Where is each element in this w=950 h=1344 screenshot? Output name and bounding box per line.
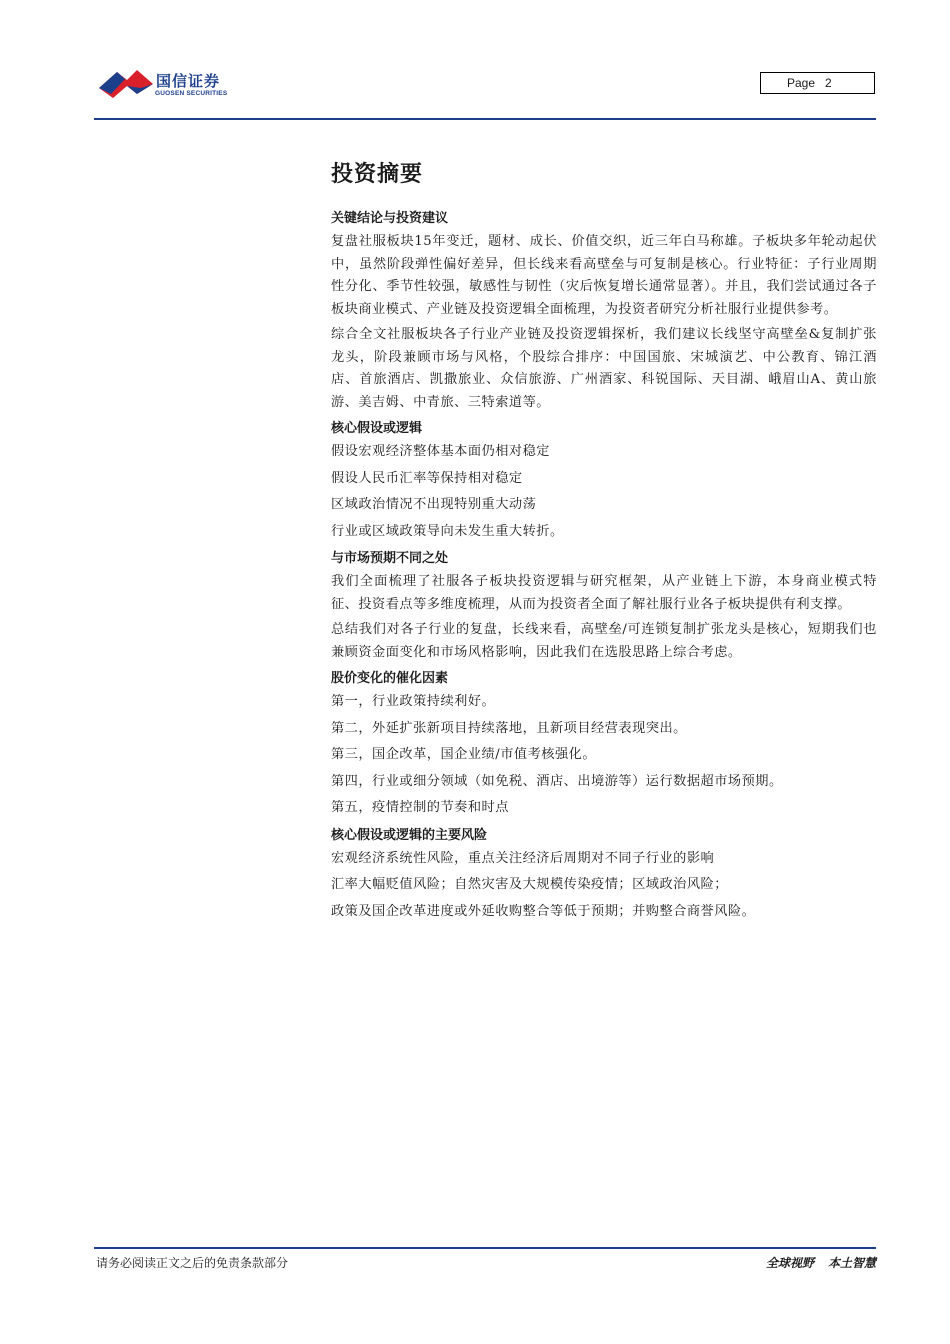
company-logo	[97, 66, 237, 102]
paragraph: 复盘社服板块15年变迁，题材、成长、价值交织，近三年白马称雄。子板块多年轮动起伏中，虽然阶段弹性偏好差异，但长线来看高壁垒与可复制是核心。行业特征：子行业周期性分化、季节性较强，敏感性与韧性（灾后恢复增长通常显著）。并且，我们尝试通过各子板块商业模式、产业链及投资逻辑全面梳理，为投资者研究分析社服行业提供参考。	[331, 234, 877, 317]
list-item: 政策及国企改革进度或外延收购整合等低于预期；并购整合商誉风险。	[331, 903, 756, 919]
section-risks	[331, 824, 877, 924]
list-item: 宏观经济系统性风险，重点关注经济后周期对不同子行业的影响	[331, 850, 715, 866]
page-number: 2	[825, 76, 832, 90]
logo-chinese-name: 国信证券	[156, 72, 221, 90]
list-item: 第三，国企改革，国企业绩/市值考核强化。	[331, 747, 597, 762]
section-different-from-market	[331, 547, 877, 664]
list-item: 假设宏观经济整体基本面仍相对稳定	[331, 444, 550, 459]
section-heading: 股价变化的催化因素	[331, 671, 449, 686]
section-core-assumptions	[331, 417, 877, 543]
list-item: 第五，疫情控制的节奏和时点	[331, 800, 509, 815]
logo-english-name: GUOSEN SECURITIES	[155, 90, 228, 97]
list-item: 汇率大幅贬值风险；自然灾害及大规模传染疫情；区域政治风险；	[331, 877, 728, 892]
section-catalysts	[331, 667, 877, 820]
list-item: 区域政治情况不出现特别重大动荡	[331, 497, 537, 512]
report-content	[331, 155, 877, 927]
section-heading: 核心假设或逻辑	[331, 421, 423, 436]
list-item: 假设人民币汇率等保持相对稳定	[331, 470, 523, 486]
paragraph: 我们全面梳理了社服各子板块投资逻辑与研究框架，从产业链上下游，本身商业模式特征、投资看点等多维度梳理，从而为投资者全面了解社服行业各子板块提供有利支撑。	[331, 574, 877, 612]
list-item: 第四，行业或细分领域（如免税、酒店、出境游等）运行数据超市场预期。	[331, 773, 783, 789]
section-heading: 与市场预期不同之处	[331, 551, 449, 566]
section-heading: 关键结论与投资建议	[331, 211, 449, 226]
footer-slogan	[766, 1254, 876, 1271]
slogan-part-1: 全球视野	[765, 1256, 814, 1270]
slogan-part-2: 本土智慧	[827, 1256, 876, 1270]
logo-mark-icon	[97, 66, 155, 100]
footer-divider	[94, 1247, 876, 1249]
page-title: 投资摘要	[331, 161, 424, 187]
page-indicator	[760, 72, 875, 94]
footer-disclaimer: 请务必阅读正文之后的免责条款部分	[96, 1256, 289, 1270]
paragraph: 总结我们对各子行业的复盘，长线来看，高壁垒/可连锁复制扩张龙头是核心，短期我们也兼顾资金面变化和市场风格影响，因此我们在选股思路上综合考虑。	[331, 622, 877, 660]
list-item: 行业或区域政策导向未发生重大转折。	[331, 523, 564, 539]
page-label: Page	[787, 76, 816, 90]
section-key-conclusions	[331, 207, 877, 414]
paragraph: 综合全文社服板块各子行业产业链及投资逻辑探析，我们建议长线坚守高壁垒&复制扩张龙头，阶段兼顾市场与风格，个股综合排序：中国国旅、宋城演艺、中公教育、锦江酒店、首旅酒店、凯撒旅业、众信旅游、广州酒家、科锐国际、天目湖、峨眉山A、黄山旅游、美吉姆、中青旅、三特索道等。	[331, 327, 877, 410]
list-item: 第二，外延扩张新项目持续落地，且新项目经营表现突出。	[331, 720, 687, 736]
section-heading: 核心假设或逻辑的主要风险	[331, 827, 488, 843]
header-divider	[94, 118, 876, 120]
list-item: 第一，行业政策持续利好。	[331, 694, 496, 709]
